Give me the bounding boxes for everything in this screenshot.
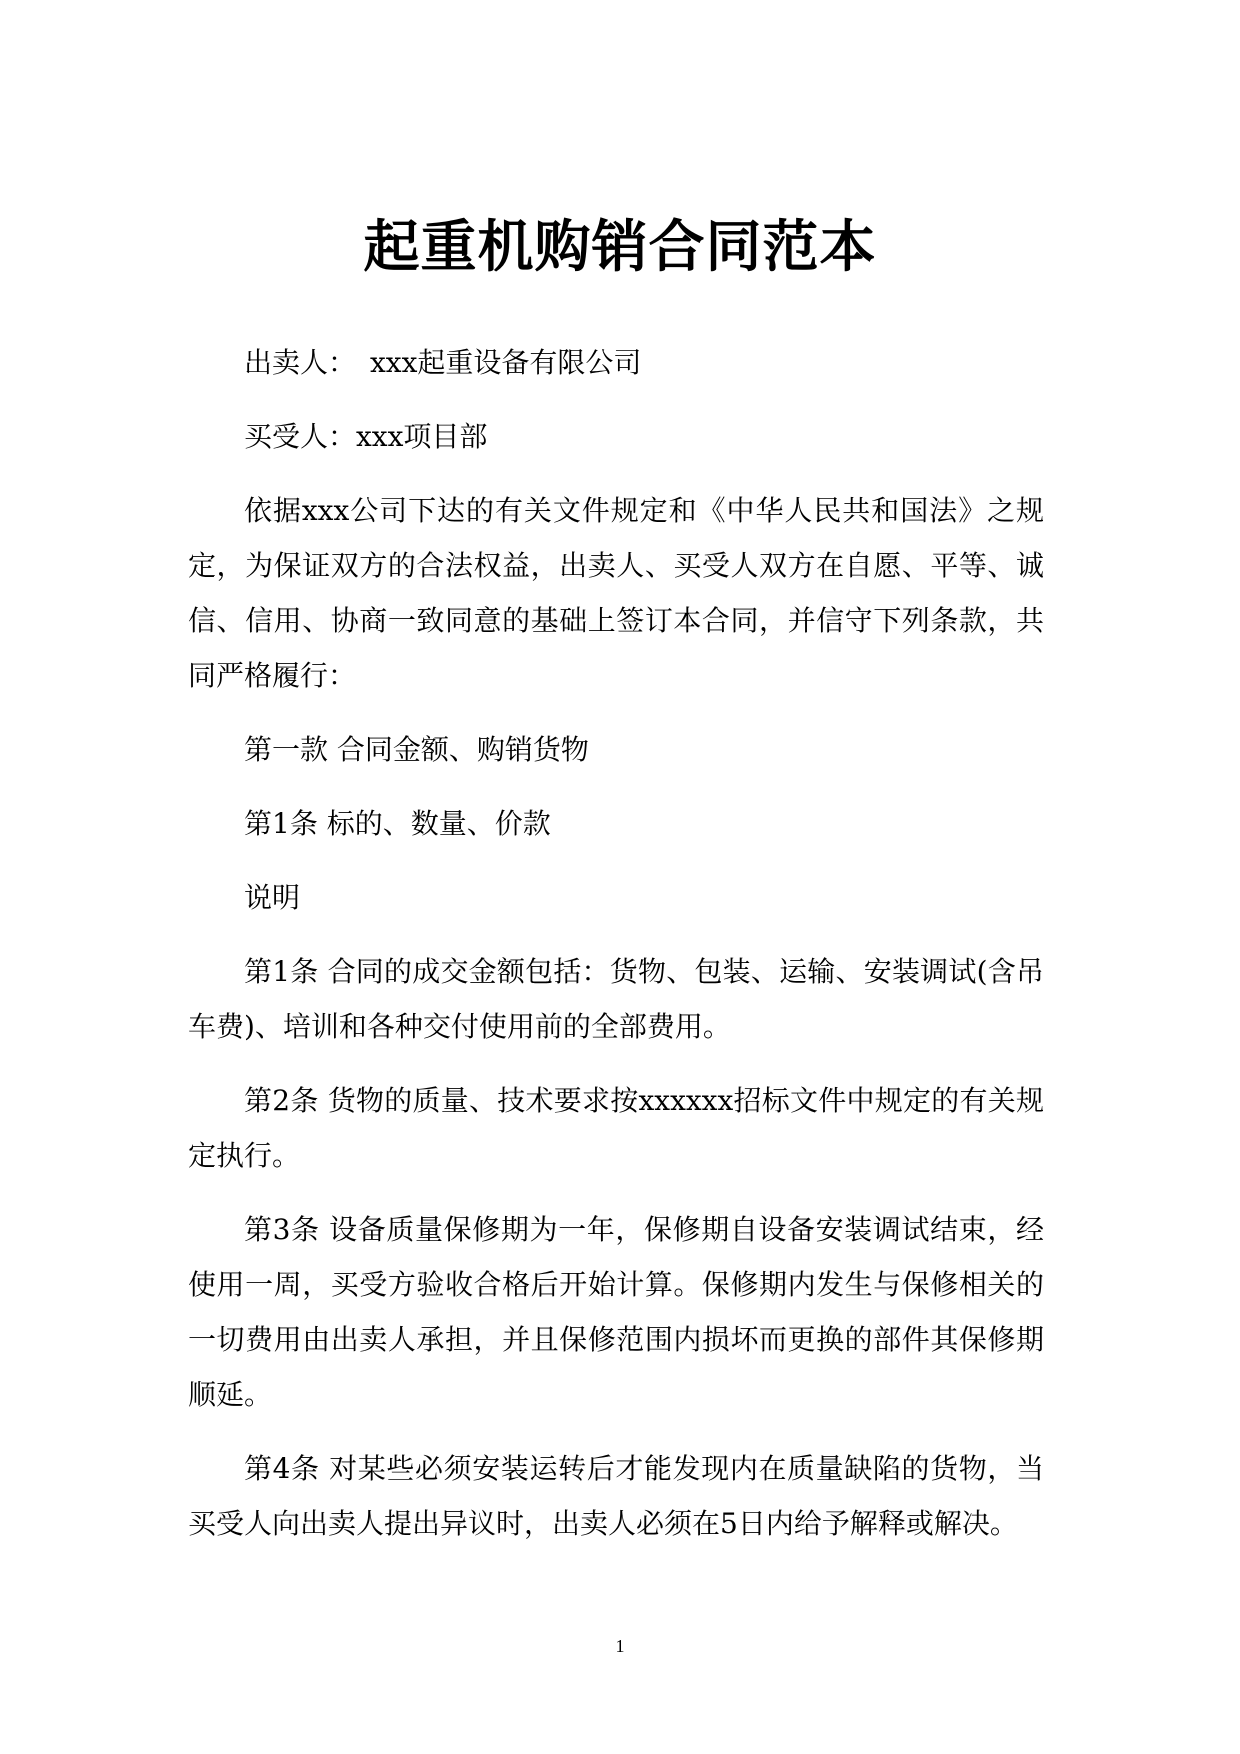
clause-paragraph: 第2条 货物的质量、技术要求按xxxxxx招标文件中规定的有关规定执行。 — [188, 1084, 1044, 1172]
page-number: 1 — [615, 1636, 625, 1656]
clause-paragraph: 第4条 对某些必须安装运转后才能发现内在质量缺陷的货物，当买受人向出卖人提出异议时，出卖人必须在5日内给予解释或解决。 — [188, 1452, 1044, 1540]
document-title: 起重机购销合同范本 — [363, 215, 877, 280]
section-heading: 第一款 合同金额、购销货物 — [244, 733, 589, 766]
clause-paragraph: 第3条 设备质量保修期为一年，保修期自设备安装调试结束，经使用一周，买受方验收合格后开始计算。保修期内发生与保修相关的一切费用由出卖人承担，并且保修范围内损坏而更换的部件其保修期顺延。 — [188, 1213, 1044, 1411]
document-body — [188, 335, 1044, 1570]
seller-line: 出卖人： xxx起重设备有限公司 — [244, 346, 642, 379]
note-heading: 说明 — [244, 881, 301, 914]
preamble-paragraph: 依据xxx公司下达的有关文件规定和《中华人民共和国法》之规定，为保证双方的合法权益，出卖人、买受人双方在自愿、平等、诚信、信用、协商一致同意的基础上签订本合同，并信守下列条款，共同严格履行： — [188, 494, 1044, 692]
clause-paragraph: 第1条 合同的成交金额包括：货物、包装、运输、安装调试(含吊车费)、培训和各种交付使用前的全部费用。 — [188, 955, 1044, 1043]
buyer-line: 买受人：xxx项目部 — [244, 420, 488, 453]
clause-heading: 第1条 标的、数量、价款 — [244, 807, 551, 840]
